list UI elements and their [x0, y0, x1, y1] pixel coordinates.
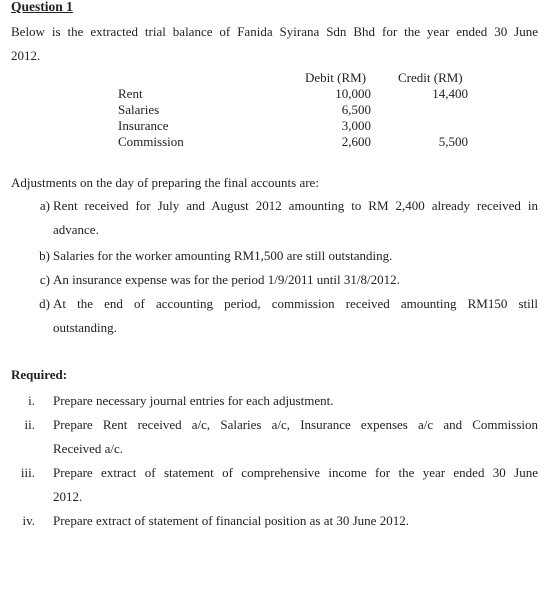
- account-name: Rent: [118, 86, 143, 101]
- credit-value: 14,400: [432, 86, 468, 101]
- intro-paragraph: [11, 20, 538, 68]
- list-item-line-2: 2012.: [53, 489, 83, 504]
- list-item-line-1: At the end of accounting period, commission received amounting RM150 still: [53, 296, 538, 311]
- list-marker: d): [39, 296, 50, 311]
- list-marker: iv.: [22, 513, 35, 528]
- list-item-line-1: Prepare necessary journal entries for each adjustment.: [53, 393, 334, 408]
- list-item-line-2: outstanding.: [53, 320, 117, 335]
- debit-value: 6,500: [341, 102, 371, 117]
- list-item-line-1: Prepare extract of statement of comprehensive income for the year ended 30 June: [53, 465, 538, 480]
- account-name: Salaries: [118, 102, 160, 117]
- table-row: [0, 102, 558, 118]
- debit-header: Debit (RM): [305, 70, 367, 85]
- list-marker: c): [39, 272, 50, 287]
- list-item-line-1: Salaries for the worker amounting RM1,500 are still outstanding.: [53, 248, 393, 263]
- required-heading: Required:: [11, 367, 68, 382]
- list-item-line-2: Received a/c.: [53, 441, 124, 456]
- credit-header: Credit (RM): [398, 70, 463, 85]
- list-marker: i.: [28, 393, 35, 408]
- intro-line-2: 2012.: [11, 48, 41, 63]
- list-marker: ii.: [24, 417, 35, 432]
- account-name: Commission: [118, 134, 184, 149]
- account-name: Insurance: [118, 118, 169, 133]
- list-marker: b): [39, 248, 50, 263]
- table-row: [0, 118, 558, 134]
- debit-value: 2,600: [341, 134, 371, 149]
- question-title: Question 1: [11, 0, 73, 14]
- list-marker: a): [39, 198, 50, 213]
- list-item-line-1: Prepare Rent received a/c, Salaries a/c, Insurance expenses a/c and Commission: [53, 417, 538, 432]
- table-row: [0, 86, 558, 102]
- list-item-line-1: Prepare extract of statement of financial position as at 30 June 2012.: [53, 513, 409, 528]
- debit-value: 10,000: [335, 86, 371, 101]
- table-row: [0, 134, 558, 150]
- list-marker: iii.: [20, 465, 35, 480]
- list-item-line-1: Rent received for July and August 2012 amounting to RM 2,400 already received in: [53, 198, 538, 213]
- adjustments-heading: Adjustments on the day of preparing the final accounts are:: [11, 175, 319, 190]
- debit-value: 3,000: [341, 118, 371, 133]
- list-item-line-1: An insurance expense was for the period 1/9/2011 until 31/8/2012.: [53, 272, 400, 287]
- credit-value: 5,500: [438, 134, 468, 149]
- intro-line-1: Below is the extracted trial balance of Fanida Syirana Sdn Bhd for the year ended 30 June: [11, 24, 538, 39]
- list-item-line-2: advance.: [53, 222, 99, 237]
